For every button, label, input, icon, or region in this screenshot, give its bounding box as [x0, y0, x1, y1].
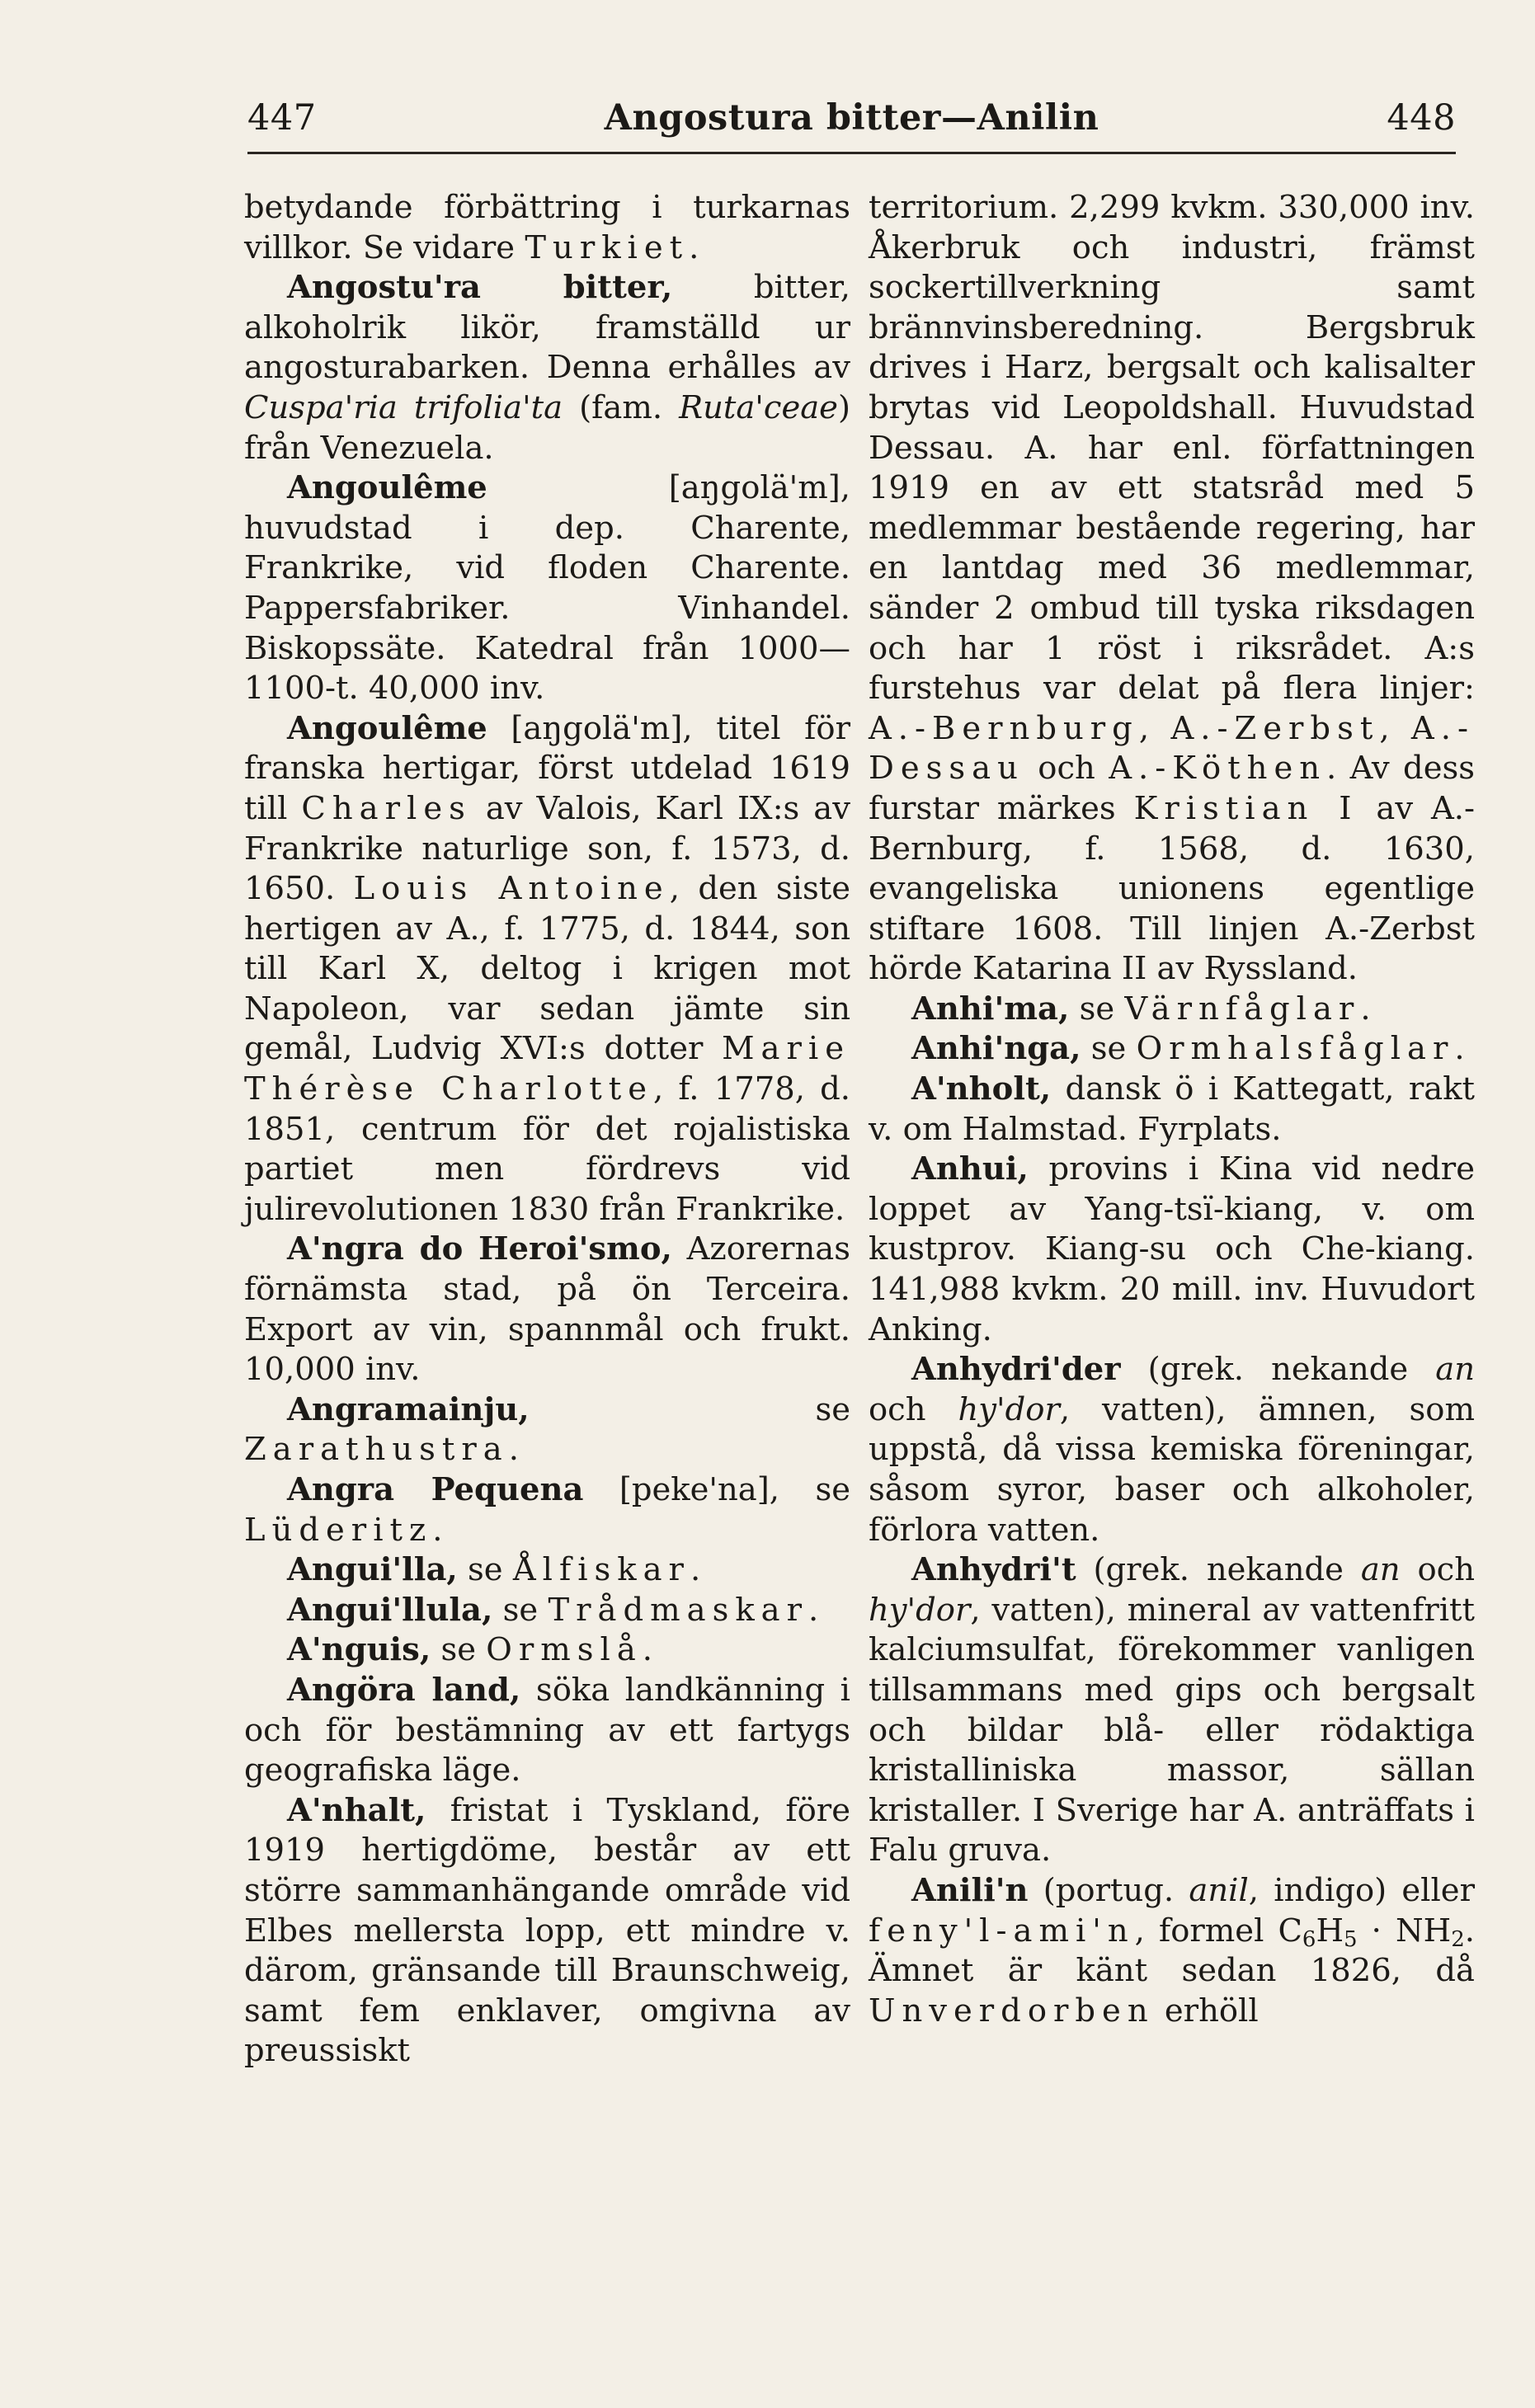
entry-continuation: betydande förbättring i turkarnas villkor. Se vidare Turkiet. [244, 189, 850, 266]
headword: Anhi'nga, [911, 1030, 1081, 1068]
entry-anhydrit: Anhydri't (grek. nekande an och hy'dor, vatten), mineral av vattenfritt kalciumsulfat, förekommer vanligen tillsammans med gips och bergsalt och bildar blå- eller rödaktiga kristalliniska massor, sällan kristaller. I Sverige har A. anträffats i Falu gruva. [869, 1551, 1475, 1869]
entry-anhima: Anhi'ma, se Värnfåglar. [911, 990, 1371, 1028]
entry-anhydrider: Anhydri'der (grek. nekande an och hy'dor, vatten), ämnen, som uppstå, då vissa kemiska föreningar, såsom syror, baser och alkoholer, förlora vatten. [869, 1351, 1475, 1549]
headword: Anhi'ma, [911, 990, 1070, 1028]
header-rule [247, 152, 1456, 154]
entry-angra-pequena: Angra Pequena [peke'na], se Lüderitz. [244, 1471, 850, 1549]
entry-anilin: Anili'n (portug. anil, indigo) eller feny'l-ami'n, formel $C_6H_5 \cdot NH_2$. Ämnet är känt sedan 1826, då Unverdorben erhöll [869, 1871, 1475, 2029]
entry-anguilla: Angui'lla, se Ålfiskar. [287, 1551, 701, 1589]
headword: Angramainju, [287, 1390, 530, 1428]
headword: A'nhalt, [287, 1791, 426, 1829]
headword: Anhydri't [911, 1551, 1076, 1589]
headword: Anili'n [911, 1871, 1029, 1909]
entry-anhui: Anhui, provins i Kina vid nedre loppet av Yang-tsï-kiang, v. om kustprov. Kiang-su och Che-kiang. 141,988 kvkm. 20 mill. inv. Huvudort Anking. [869, 1150, 1475, 1348]
left-column [244, 188, 850, 2072]
headword: A'ngra do Heroi'smo, [287, 1230, 672, 1268]
headword: Angostu'ra bitter, [287, 269, 673, 307]
entry-anguillula: Angui'llula, se Trådmaskar. [287, 1591, 819, 1629]
headword: Angui'llula, [287, 1591, 493, 1629]
headword: Anhui, [911, 1150, 1029, 1188]
headword: Anhydri'der [911, 1351, 1121, 1389]
headword: Angui'lla, [287, 1551, 458, 1589]
headword: A'nguis, [287, 1631, 431, 1669]
entry-angostura-bitter: Angostu'ra bitter, bitter, alkoholrik likör, framställd ur angosturabarken. Denna erhålles av Cuspa'ria trifolia'ta (fam. Ruta'ceae) från Venezuela. [244, 269, 851, 467]
running-title: Angostura bitter—Anilin [604, 97, 1099, 139]
cross-reference: Ormhalsfåglar [1136, 1030, 1455, 1068]
cross-reference: Zarathustra [244, 1431, 509, 1469]
entry-angramainju: Angramainju, se Zarathustra. [244, 1390, 850, 1469]
page-number-left: 447 [247, 97, 317, 139]
entry-anhalt: A'nhalt, fristat i Tyskland, före 1919 hertigdöme, består av ett större sammanhängande område vid Elbes mellersta lopp, ett mindre v. därom, gränsande till Braunschweig, samt fem enklaver, omgivna av preussiskt [244, 1791, 850, 2070]
page-number-right: 448 [1387, 97, 1456, 139]
cross-reference: Trådmaskar [548, 1591, 809, 1629]
running-header [247, 91, 1456, 148]
entry-anhinga: Anhi'nga, se Ormhalsfåglar. [911, 1030, 1465, 1068]
headword: Angoulême [287, 709, 487, 747]
cross-reference: Lüderitz [244, 1511, 433, 1549]
entry-angouleme-city: Angoulême [aŋgolä'm], huvudstad i dep. Charente, Frankrike, vid floden Charente. Pappersfabriker. Vinhandel. Biskopssäte. Katedral från 1000—1100-t. 40,000 inv. [244, 469, 850, 708]
headword: Angra Pequena [287, 1471, 584, 1508]
cross-reference: Ormslå [486, 1631, 643, 1669]
cross-reference: Värnfåglar [1124, 990, 1361, 1028]
entry-anguis: A'nguis, se Ormslå. [287, 1631, 653, 1669]
entry-angora-land: Angöra land, söka landkänning i och för bestämning av ett fartygs geografiska läge. [244, 1671, 850, 1790]
entry-anhalt-continuation: territorium. 2,299 kvkm. 330,000 inv. Åkerbruk och industri, främst sockertillverkning samt brännvinsberedning. Bergsbruk drives i Harz, bergsalt och kalisalter brytas vid Leopoldshall. Huvudstad Dessau. A. har enl. författningen 1919 en av ett statsråd med 5 medlemmar bestående regering, har en lantdag med 36 medlemmar, sänder 2 ombud till tyska riksdagen och har 1 röst i riksrådet. A:s furstehus var delat på flera linjer: A.-Bernburg, A.-Zerbst, A.-Dessau och A.-Köthen. Av dess furstar märkes Kristian I av A.-Bernburg, f. 1568, d. 1630, evangeliska unionens egentlige stiftare 1608. Till linjen A.-Zerbst hörde Katarina II av Ryssland. [869, 189, 1476, 988]
cross-reference: Turkiet [525, 228, 690, 266]
right-column [869, 188, 1475, 2031]
cross-reference: Ålfiskar [512, 1551, 690, 1589]
headword: Angöra land, [287, 1671, 521, 1709]
entry-angouleme-title: Angoulême [aŋgolä'm], titel för franska hertigar, först utdelad 1619 till Charles av Valois, Karl IX:s av Frankrike naturlige son, f. 1573, d. 1650. Louis Antoine, den siste hertigen av A., f. 1775, d. 1844, son till Karl X, deltog i krigen mot Napoleon, var sedan jämte sin gemål, Ludvig XVI:s dotter Marie Thérèse Charlotte, f. 1778, d. 1851, centrum för det rojalistiska partiet men fördrevs vid julirevolutionen 1830 från Frankrike. [244, 709, 850, 1228]
entry-angra-do-heroismo: A'ngra do Heroi'smo, Azorernas förnämsta stad, på ön Terceira. Export av vin, spannmål och frukt. 10,000 inv. [244, 1230, 850, 1389]
entry-anholt: A'nholt, dansk ö i Kattegatt, rakt v. om Halmstad. Fyrplats. [869, 1070, 1475, 1148]
headword: Angoulême [287, 469, 487, 507]
headword: A'nholt, [911, 1070, 1052, 1108]
